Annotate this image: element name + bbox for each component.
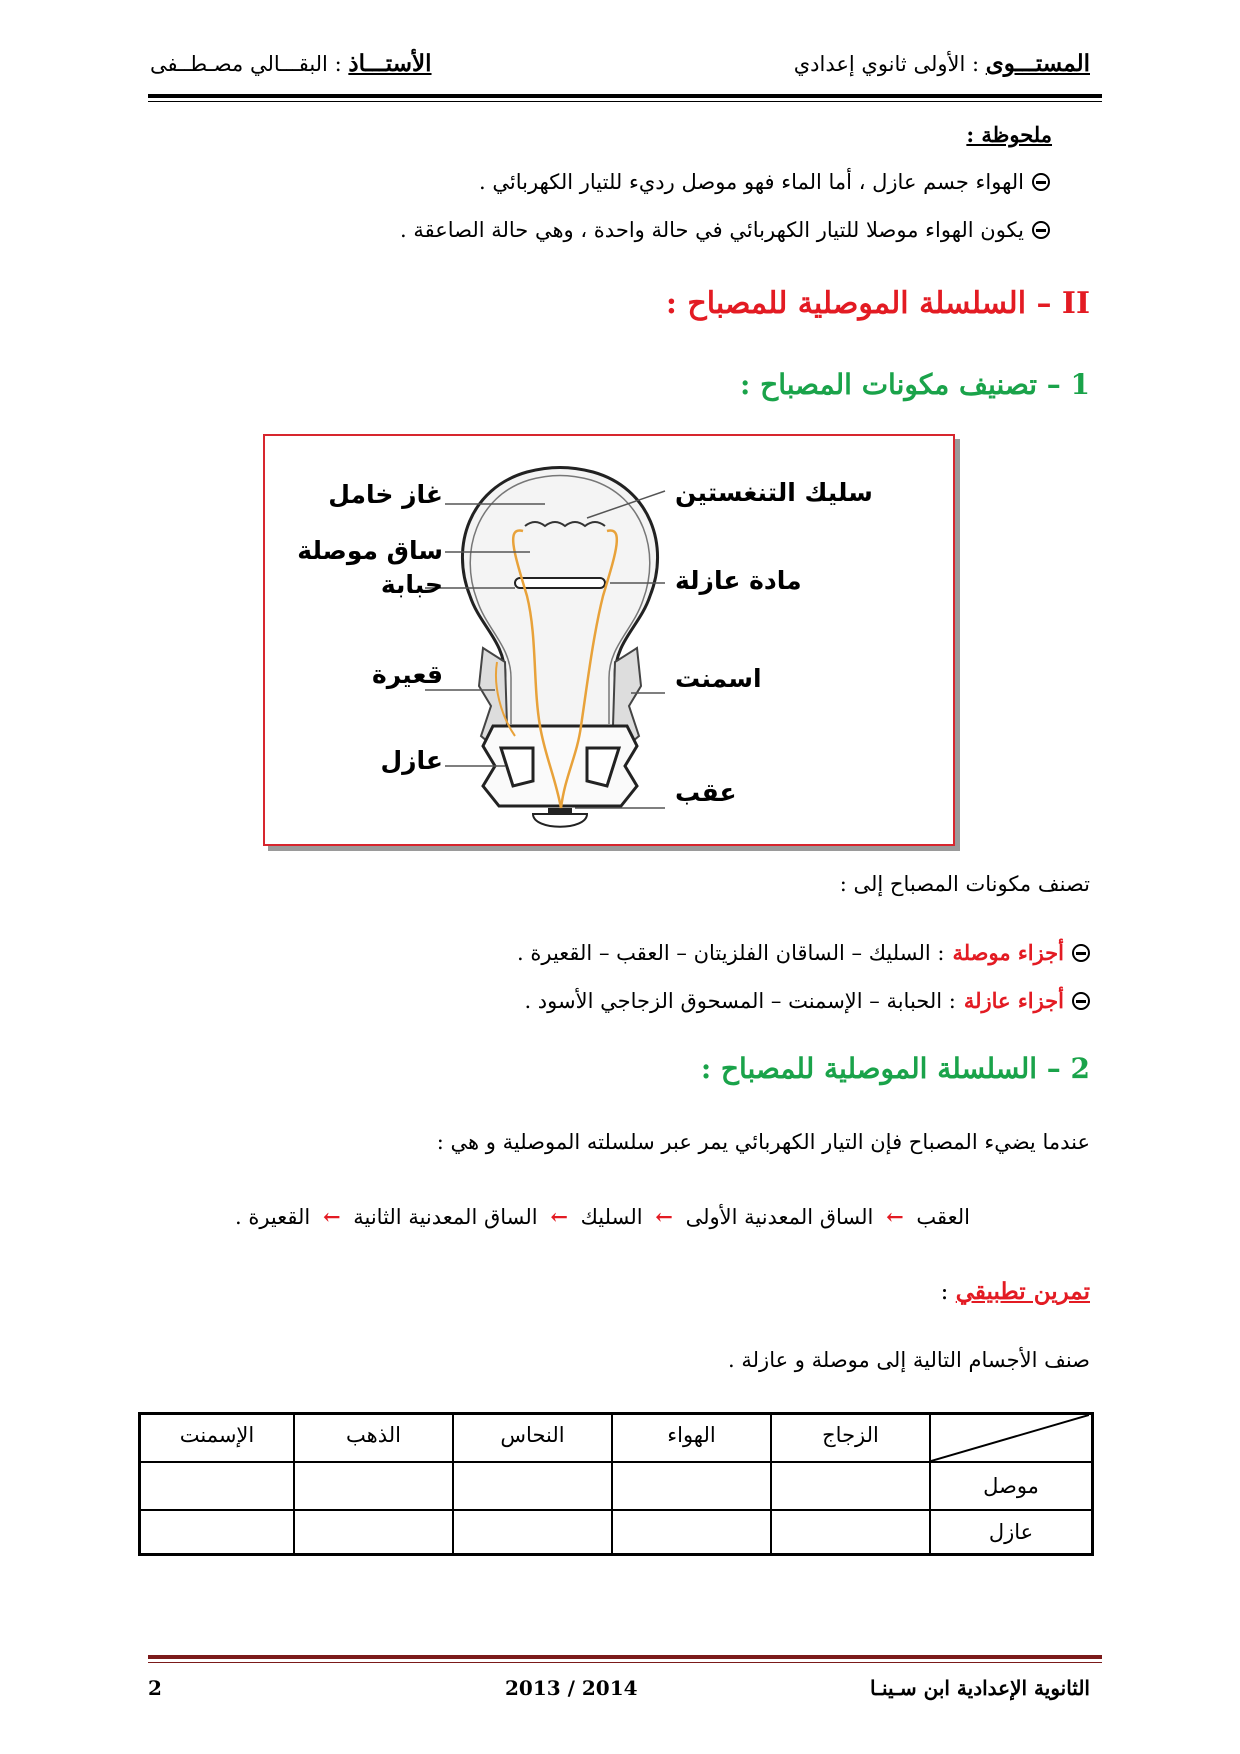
conductive-text: : السليك – الساقان الفلزيتان – العقب – القعيرة . [517,940,945,965]
bullet-icon [1072,992,1090,1010]
header-rule [148,94,1102,98]
conductive-label: أجزاء موصلة [952,940,1064,965]
table-header-cell: الإسمنت [141,1415,295,1463]
school-year: 2013 / 2014 [505,1676,638,1700]
answer-cell[interactable] [141,1511,295,1553]
conductive-chain [235,1204,970,1229]
label-base-contact: عقب [675,778,737,807]
school-name: الثانوية الإعدادية ابن سـينـا [870,1676,1090,1700]
note-title: ملحوظة : [966,122,1052,147]
table-row-label: عازل [988,1520,1034,1544]
label-insulator: عازل [380,746,443,775]
label-conducting-leg: ساق موصلة [297,536,443,565]
chain-intro: عندما يضيء المصباح فإن التيار الكهربائي يمر عبر سلسلته الموصلية و هي : [436,1130,1090,1154]
answer-cell[interactable] [613,1511,772,1553]
subsection-title: 2 – السلسلة الموصلية للمصباح : [700,1052,1090,1085]
answer-cell[interactable] [772,1463,931,1511]
bullet-icon [1072,944,1090,962]
page-number: 2 [148,1676,162,1700]
chain-step: السليك [580,1205,643,1229]
label-glass-bulb: حبابة [380,570,443,599]
note-item [400,218,1050,242]
level-key: المستـــوى [985,50,1090,77]
table-header-cell: الذهب [295,1415,454,1463]
note-item-text: الهواء جسم عازل ، أما الماء فهو موصل رديء للتيار الكهربائي . [479,170,1024,194]
label-tungsten-filament: سليك التنغستين [675,478,873,507]
label-contact-cup: قعيرة [372,660,443,689]
answer-cell[interactable] [613,1463,772,1511]
bullet-icon [1032,221,1050,239]
teacher-value: : البقـــالي مصـطــفى [150,52,342,76]
teacher-key: الأستـــاذ [348,50,432,77]
table-header-cell: الزجاج [772,1415,931,1463]
answer-cell[interactable] [295,1463,454,1511]
exercise-instruction: صنف الأجسام التالية إلى موصلة و عازلة . [728,1348,1090,1372]
note-item [479,170,1050,194]
exercise-title: تمرين تطبيقي [955,1278,1090,1305]
diagonal-line [931,1415,1089,1461]
table-header-cell: النحاس [454,1415,613,1463]
classify-intro: تصنف مكونات المصباح إلى : [839,872,1090,896]
answer-cell[interactable] [454,1511,613,1553]
insulating-parts [524,988,1090,1013]
table-corner-cell [931,1415,1091,1463]
table-header-cell: الهواء [613,1415,772,1463]
lamp-diagram [263,434,955,846]
chain-step: الساق المعدنية الأولى [685,1205,874,1229]
insulating-text: : الحبابة – الإسمنت – المسحوق الزجاجي الأسود . [524,988,956,1013]
arrow-icon: ← [322,1204,341,1229]
chain-step: القعيرة . [234,1205,311,1229]
label-insulating-material: مادة عازلة [675,566,802,595]
chain-step: الساق المعدنية الثانية [353,1205,538,1229]
level-header [794,50,1090,77]
classification-table [138,1412,1094,1556]
conductive-parts [517,940,1090,965]
header-rule-thin [148,101,1102,102]
bullet-icon [1032,173,1050,191]
arrow-icon: ← [550,1204,568,1229]
answer-cell[interactable] [295,1511,454,1553]
exercise-colon: : [940,1279,949,1305]
label-cement: اسمنت [675,664,762,693]
arrow-icon: ← [655,1204,673,1229]
exercise-heading [941,1278,1090,1305]
footer-rule [148,1655,1102,1659]
teacher-header [150,50,432,77]
section-title: II – السلسلة الموصلية للمصباح : [665,286,1090,321]
table-row-label: موصل [931,1463,1091,1511]
chain-step: العقب [916,1205,970,1229]
note-item-text: يكون الهواء موصلا للتيار الكهربائي في حالة واحدة ، وهي حالة الصاعقة . [399,218,1024,242]
footer-rule-thin [148,1662,1102,1663]
label-inert-gas: غاز خامل [328,480,443,509]
arrow-icon: ← [886,1204,904,1229]
answer-cell[interactable] [141,1463,295,1511]
answer-cell[interactable] [772,1511,931,1553]
level-value: : الأولى ثانوي إعدادي [793,52,980,76]
subsection-title: 1 – تصنيف مكونات المصباح : [740,368,1090,401]
answer-cell[interactable] [454,1463,613,1511]
insulating-label: أجزاء عازلة [963,988,1064,1013]
